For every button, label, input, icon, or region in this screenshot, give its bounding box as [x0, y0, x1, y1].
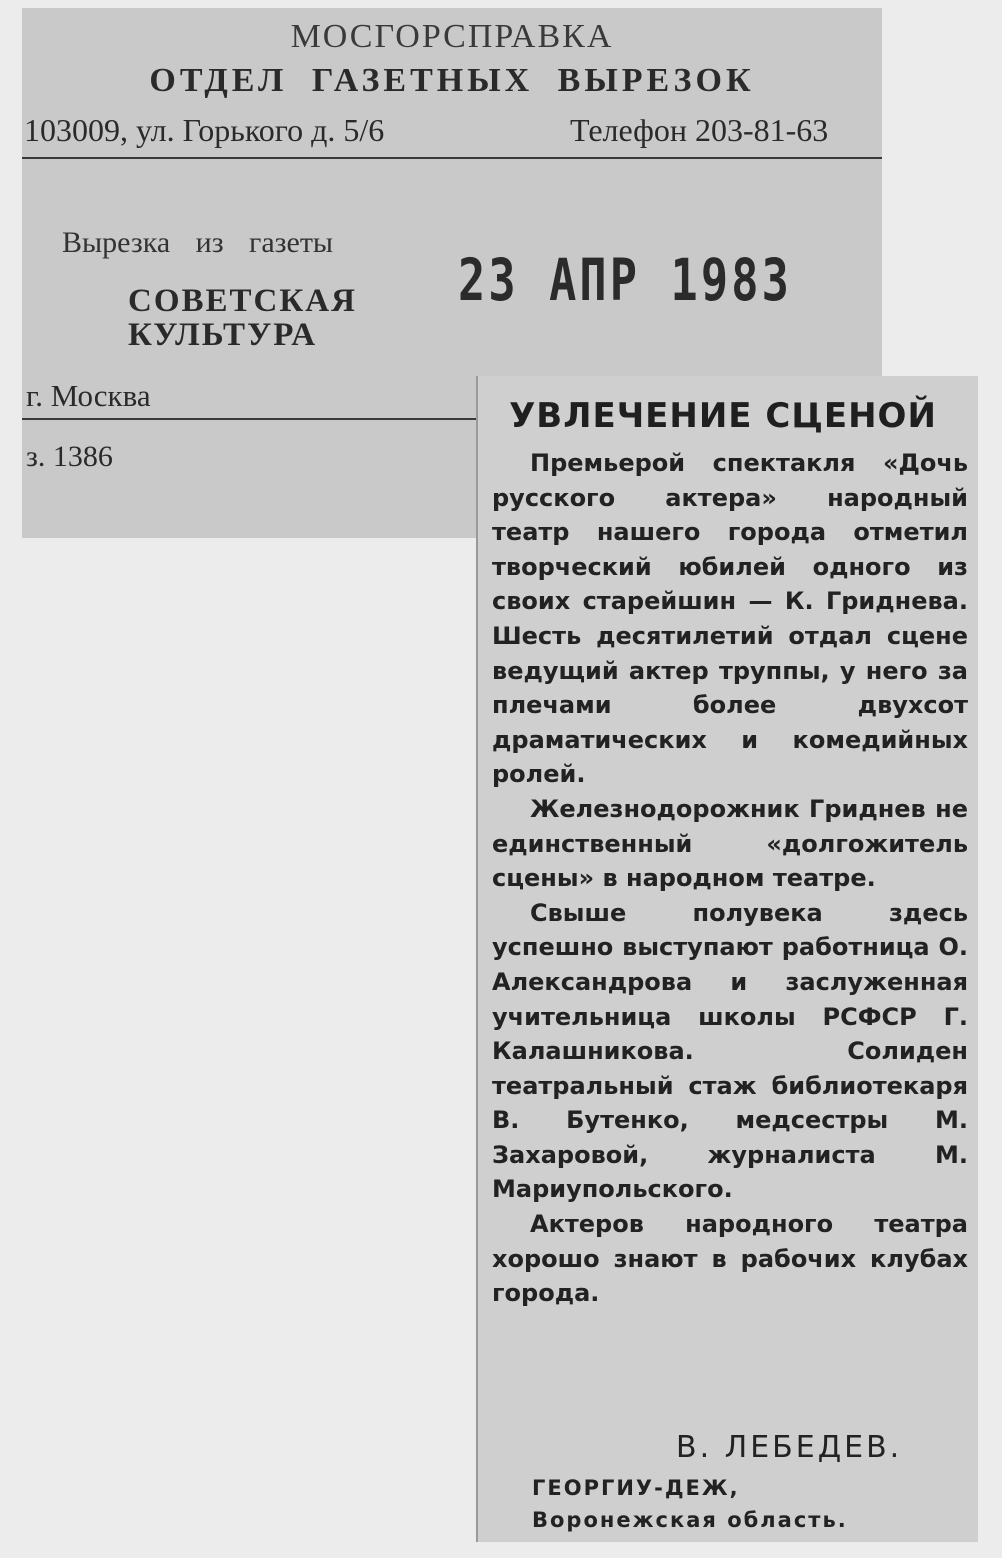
newspaper-article	[476, 376, 978, 1542]
article-location: ГЕОРГИУ-ДЕЖ, Воронежская область.	[532, 1476, 848, 1532]
article-paragraph: Актеров народного театра хорошо знают в рабочих клубах города.	[492, 1210, 968, 1308]
city: г. Москва	[26, 378, 151, 413]
department-name: ОТДЕЛ ГАЗЕТНЫХ ВЫРЕЗОК	[149, 62, 755, 99]
date-stamp: 23 АПР 1983	[458, 246, 792, 314]
divider	[22, 157, 882, 159]
article-paragraph: Премьерой спектакля «Дочь русского актера» народный театр нашего города отметил творческий юбилей одного из своих старейшин — К. Гриднева. Шесть десятилетий отдал сцене ведущий актер труппы, у него за плечами более двухсот драматических и комедийных ролей.	[492, 449, 968, 789]
address: 103009, ул. Горького д. 5/6	[24, 112, 385, 148]
newspaper-name: СОВЕТСКАЯ КУЛЬТУРА	[128, 283, 357, 353]
article-paragraph: Железнодорожник Гриднев не единственный «долгожитель сцены» в народном театре.	[492, 794, 968, 893]
phone-number: Телефон 203-81-63	[570, 112, 829, 148]
clipping-label: Вырезка из газеты	[62, 226, 334, 259]
order-number: з. 1386	[26, 440, 113, 473]
organization-name: МОСГОРСПРАВКА	[290, 18, 614, 55]
article-author: В. ЛЕБЕДЕВ.	[676, 1430, 903, 1465]
article-body	[492, 446, 968, 1311]
article-headline: УВЛЕЧЕНИЕ СЦЕНОЙ	[509, 396, 937, 436]
article-paragraph: Свыше полувека здесь успешно выступают работница О. Александрова и заслуженная учительница школы РСФСР Г. Калашникова. Солиден театральный стаж библиотекаря В. Бутенко, медсестры М. Захаровой, журналиста М. Мариупольского.	[492, 898, 968, 1204]
